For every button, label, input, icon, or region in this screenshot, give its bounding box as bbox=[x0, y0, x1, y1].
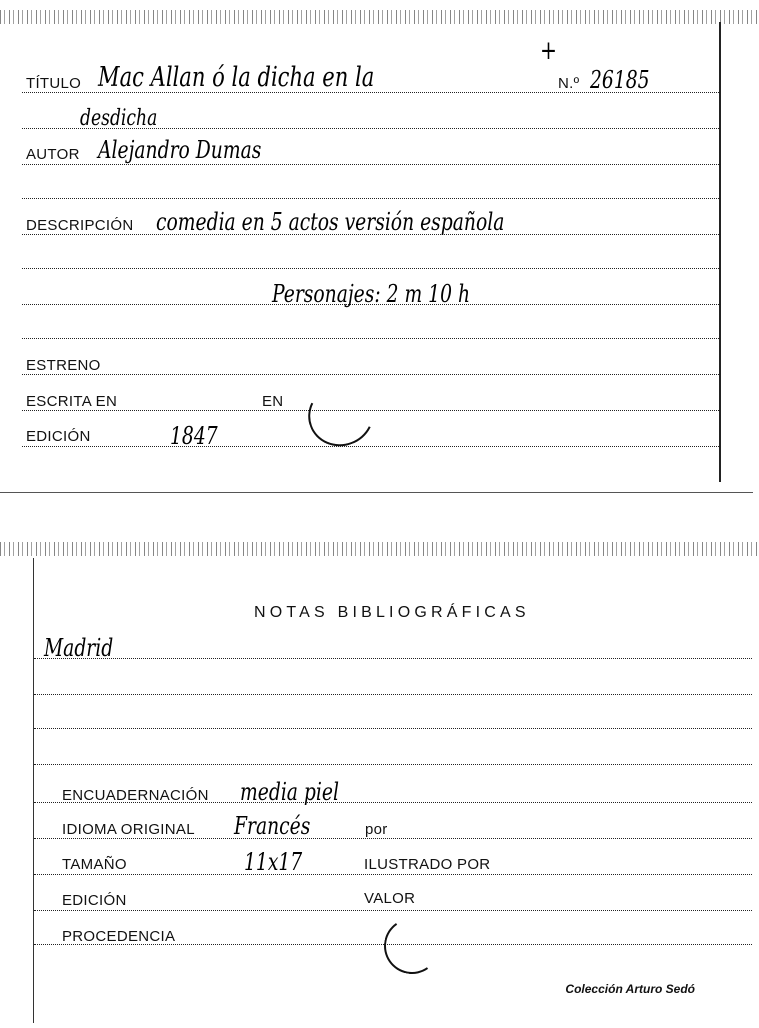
illustrated-label: ILUSTRADO POR bbox=[364, 856, 491, 873]
ruled-line bbox=[34, 658, 752, 659]
size-label: TAMAÑO bbox=[62, 856, 127, 873]
card-border-left bbox=[33, 558, 34, 1023]
size-value: 11x17 bbox=[244, 848, 303, 876]
value-label: VALOR bbox=[364, 890, 416, 907]
language-value: Francés bbox=[234, 812, 311, 840]
origin-label: PROCEDENCIA bbox=[62, 928, 176, 945]
ruled-line bbox=[22, 268, 719, 269]
author-value: Alejandro Dumas bbox=[98, 136, 262, 164]
edition-value: 1847 bbox=[170, 422, 218, 450]
ruled-line bbox=[34, 694, 752, 695]
author-label: AUTOR bbox=[26, 146, 80, 163]
description-label: DESCRIPCIÓN bbox=[26, 217, 134, 234]
by-label: por bbox=[365, 821, 388, 838]
notes-heading: NOTAS BIBLIOGRÁFICAS bbox=[254, 604, 530, 621]
ruled-line bbox=[34, 874, 752, 875]
characters-value: Personajes: 2 m 10 h bbox=[272, 280, 471, 308]
card-edge-texture bbox=[0, 542, 759, 556]
premiere-label: ESTRENO bbox=[26, 357, 101, 374]
number-value: 26185 bbox=[590, 66, 650, 94]
card-border-right bbox=[719, 22, 721, 482]
language-label: IDIOMA ORIGINAL bbox=[62, 821, 195, 838]
edition-back-label: EDICIÓN bbox=[62, 892, 127, 909]
ruled-line bbox=[22, 374, 719, 375]
card-edge-texture bbox=[0, 10, 759, 24]
edition-label: EDICIÓN bbox=[26, 428, 91, 445]
ruled-line bbox=[22, 338, 719, 339]
ruled-line bbox=[22, 164, 719, 165]
ruled-line bbox=[34, 910, 752, 911]
ruled-line bbox=[22, 446, 719, 447]
in-label: EN bbox=[262, 393, 284, 410]
card-divider bbox=[0, 492, 753, 493]
ruled-line bbox=[34, 764, 752, 765]
number-label: N.º bbox=[558, 75, 580, 92]
title-value-continued: desdicha bbox=[80, 106, 158, 131]
notes-value: Madrid bbox=[44, 634, 114, 662]
collection-footer: Colección Arturo Sedó bbox=[565, 982, 695, 996]
catalog-card-front bbox=[0, 0, 759, 495]
punch-hole-mark bbox=[299, 375, 382, 456]
ruled-line bbox=[34, 838, 752, 839]
title-label: TÍTULO bbox=[26, 75, 82, 92]
ruled-line bbox=[34, 728, 752, 729]
cross-mark: + bbox=[540, 36, 558, 66]
binding-value: media piel bbox=[240, 778, 339, 806]
binding-label: ENCUADERNACIÓN bbox=[62, 787, 209, 804]
written-in-label: ESCRITA EN bbox=[26, 393, 118, 410]
title-value: Mac Allan ó la dicha en la bbox=[98, 62, 375, 93]
ruled-line bbox=[22, 198, 719, 199]
description-value: comedia en 5 actos versión española bbox=[156, 208, 505, 236]
